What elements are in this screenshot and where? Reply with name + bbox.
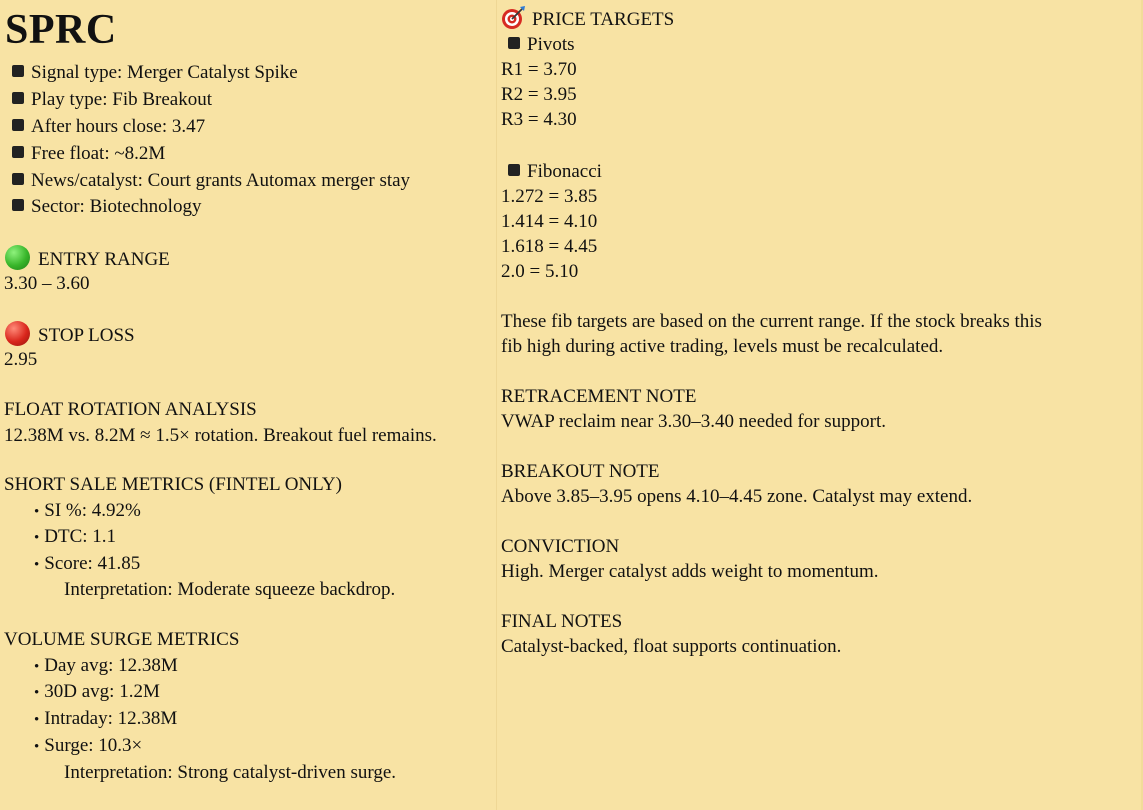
black-square-icon	[12, 199, 24, 211]
short-sale-item-si: • SI %: 4.92%	[34, 498, 141, 525]
breakout-text: Above 3.85–3.95 opens 4.10–4.45 zone. Catalyst may extend.	[501, 486, 973, 507]
volume-item-30d-avg: • 30D avg: 1.2M	[34, 679, 160, 706]
fib-1618: 1.618 = 4.45	[501, 236, 598, 257]
fib-20: 2.0 = 5.10	[501, 261, 579, 282]
retracement-text: VWAP reclaim near 3.30–3.40 needed for support.	[501, 411, 886, 432]
left-column	[0, 0, 497, 810]
price-targets-heading: PRICE TARGETS	[501, 5, 674, 32]
right-column	[497, 0, 1141, 810]
float-rotation-text: 12.38M vs. 8.2M ≈ 1.5× rotation. Breakout fuel remains.	[4, 425, 437, 446]
stop-loss-value: 2.95	[4, 349, 38, 370]
fibonacci-label: Fibonacci	[508, 159, 602, 184]
black-square-icon	[508, 164, 520, 176]
short-sale-item-dtc: • DTC: 1.1	[34, 524, 116, 551]
pivot-r1: R1 = 3.70	[501, 59, 577, 80]
stop-loss-heading: STOP LOSS	[5, 321, 135, 348]
volume-surge-heading: VOLUME SURGE METRICS	[4, 629, 240, 650]
red-circle-icon	[5, 321, 30, 346]
short-sale-item-score: • Score: 41.85	[34, 551, 140, 578]
float-rotation-heading: FLOAT ROTATION ANALYSIS	[4, 399, 257, 420]
entry-range-heading: ENTRY RANGE	[5, 245, 170, 272]
conviction-heading: CONVICTION	[501, 536, 620, 557]
short-sale-interpretation: Interpretation: Moderate squeeze backdrop.	[64, 579, 396, 600]
breakout-heading: BREAKOUT NOTE	[501, 461, 660, 482]
entry-range-value: 3.30 – 3.60	[4, 273, 90, 294]
target-icon	[501, 5, 526, 30]
ticker-title: SPRC	[5, 7, 117, 53]
detail-play-type: Play type: Fib Breakout	[12, 87, 212, 112]
conviction-text: High. Merger catalyst adds weight to momentum.	[501, 561, 879, 582]
detail-news-catalyst: News/catalyst: Court grants Automax merger stay	[12, 168, 410, 193]
pivots-label: Pivots	[508, 32, 575, 57]
fib-1414: 1.414 = 4.10	[501, 211, 598, 232]
black-square-icon	[12, 119, 24, 131]
black-square-icon	[12, 65, 24, 77]
final-notes-text: Catalyst-backed, float supports continuation.	[501, 636, 842, 657]
retracement-heading: RETRACEMENT NOTE	[501, 386, 697, 407]
short-sale-heading: SHORT SALE METRICS (FINTEL ONLY)	[4, 474, 342, 495]
green-circle-icon	[5, 245, 30, 270]
black-square-icon	[508, 37, 520, 49]
pivot-r3: R3 = 4.30	[501, 109, 577, 130]
final-notes-heading: FINAL NOTES	[501, 611, 623, 632]
detail-signal-type: Signal type: Merger Catalyst Spike	[12, 60, 298, 85]
detail-sector: Sector: Biotechnology	[12, 194, 201, 219]
black-square-icon	[12, 146, 24, 158]
volume-item-day-avg: • Day avg: 12.38M	[34, 653, 178, 680]
volume-interpretation: Interpretation: Strong catalyst-driven surge.	[64, 762, 397, 783]
detail-after-hours-close: After hours close: 3.47	[12, 114, 205, 139]
fib-1272: 1.272 = 3.85	[501, 186, 598, 207]
black-square-icon	[12, 92, 24, 104]
pivot-r2: R2 = 3.95	[501, 84, 577, 105]
detail-free-float: Free float: ~8.2M	[12, 141, 165, 166]
fib-note-line-1: These fib targets are based on the current range. If the stock breaks this	[501, 311, 1042, 332]
volume-item-intraday: • Intraday: 12.38M	[34, 706, 177, 733]
fib-note-line-2: fib high during active trading, levels must be recalculated.	[501, 336, 944, 357]
volume-item-surge: • Surge: 10.3×	[34, 733, 142, 760]
black-square-icon	[12, 173, 24, 185]
